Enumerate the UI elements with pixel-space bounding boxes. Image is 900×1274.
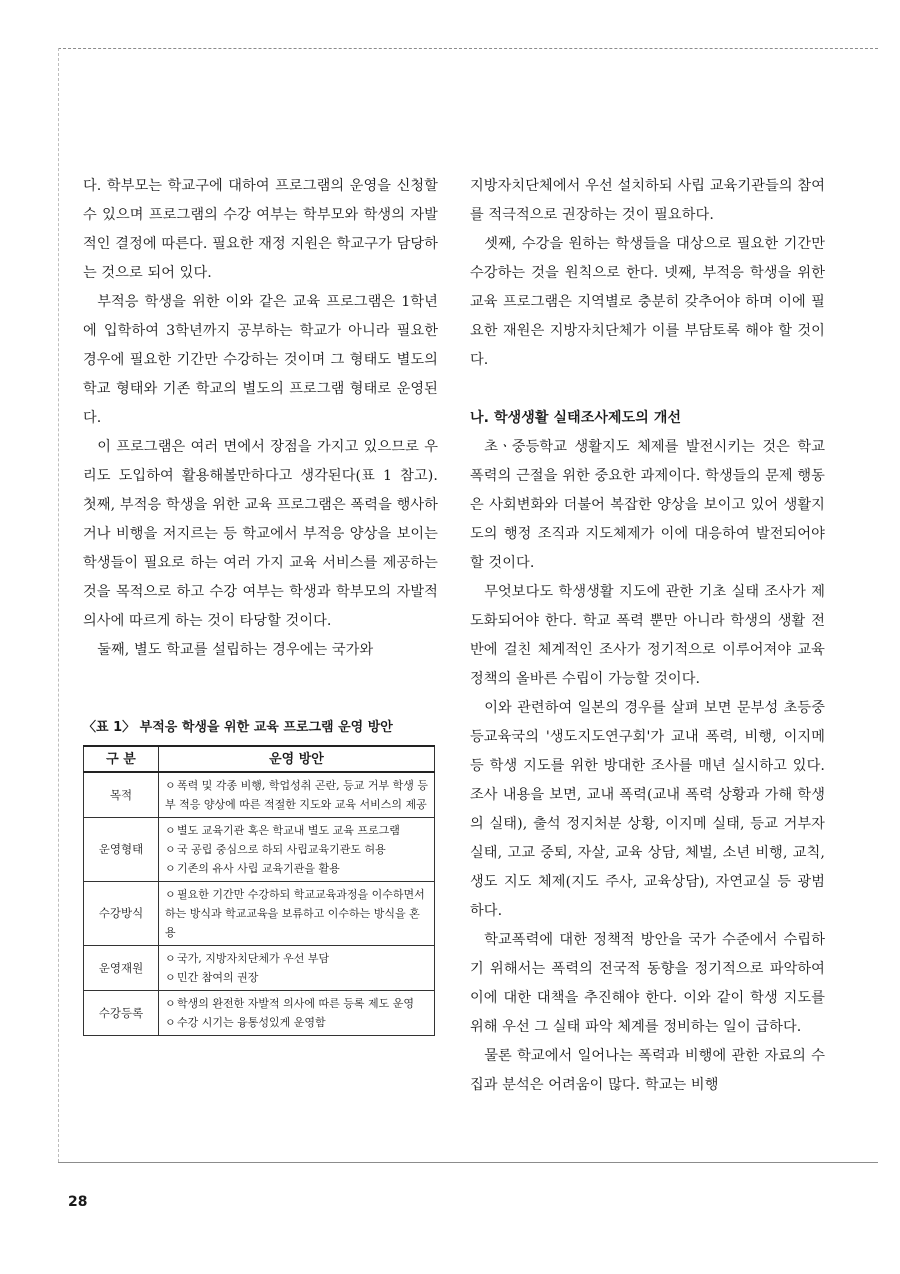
- table-1: [83, 718, 435, 1036]
- bullet-mark: ㅇ: [165, 971, 176, 984]
- bullet-mark: ㅇ: [165, 888, 176, 901]
- list-item: ㅇ기존의 유사 사립 교육기관을 활용: [165, 859, 430, 878]
- row-category: 운영재원: [84, 946, 159, 991]
- table-row: [84, 882, 435, 946]
- header-category: 구 분: [84, 746, 159, 772]
- left-paragraph-1: 다. 학부모는 학교구에 대하여 프로그램의 운영을 신청할 수 있으며 프로그램의 수강 여부는 학부모와 학생의 자발적인 결정에 따른다. 필요한 재정 지원은 학교구가 담당하는 것으로 되어 있다.: [83, 178, 438, 281]
- top-rule: [58, 48, 878, 49]
- page-number: 28: [68, 1194, 88, 1210]
- list-item: ㅇ학생의 완전한 자발적 의사에 따른 등록 제도 운영: [165, 994, 430, 1013]
- left-column: [83, 172, 438, 665]
- table-row: [84, 818, 435, 882]
- bullet-mark: ㅇ: [165, 997, 176, 1010]
- right-paragraph-5: 이와 관련하여 일본의 경우를 살펴 보면 문부성 초등중등교육국의 '생도지도연구회'가 교내 폭력, 비행, 이지메 등 학생 지도를 위한 방대한 조사를 매년 실시하고 있다. 조사 내용을 보면, 교내 폭력(교내 폭력 상황과 가해 학생의 실태), 출석 정지처분 상황, 이지메 실태, 등교 거부자 실태, 고교 중퇴, 자살, 교육 상담, 체벌, 소년 비행, 교칙, 생도 지도 체제(지도 주사, 교육상담), 자연교실 등 광범하다.: [470, 700, 825, 919]
- list-item: ㅇ국 공립 중심으로 하되 사립교육기관도 허용: [165, 840, 430, 859]
- table-row: [84, 772, 435, 818]
- list-item: ㅇ필요한 기간만 수강하되 학교교육과정을 이수하면서 하는 방식과 학교교육을 보류하고 이수하는 방식을 혼용: [165, 885, 430, 942]
- bullet-mark: ㅇ: [165, 952, 176, 965]
- right-paragraph-3: 초ㆍ중등학교 생활지도 체제를 발전시키는 것은 학교 폭력의 근절을 위한 중요한 과제이다. 학생들의 문제 행동은 사회변화와 더불어 복잡한 양상을 보이고 있어 생활지도의 행정 조직과 지도체제가 이에 대응하여 발전되어야 할 것이다.: [470, 439, 825, 571]
- right-paragraph-7: 물론 학교에서 일어나는 폭력과 비행에 관한 자료의 수집과 분석은 어려움이 많다. 학교는 비행: [470, 1048, 825, 1093]
- list-item: ㅇ국가, 지방자치단체가 우선 부담: [165, 949, 430, 968]
- section-heading: 나. 학생생활 실태조사제도의 개선: [470, 410, 682, 426]
- bottom-rule: [58, 1162, 878, 1163]
- left-paragraph-2: 부적응 학생을 위한 이와 같은 교육 프로그램은 1학년에 입학하여 3학년까지 공부하는 학교가 아니라 필요한 경우에 필요한 기간만 수강하는 것이며 그 형태도 별도의 학교 형태와 기존 학교의 별도의 프로그램 형태로 운영된다.: [83, 294, 438, 426]
- right-column: [470, 172, 825, 1100]
- left-paragraph-3: 이 프로그램은 여러 면에서 장점을 가지고 있으므로 우리도 도입하여 활용해볼만하다고 생각된다(표 1 참고). 첫째, 부적응 학생을 위한 교육 프로그램은 폭력을 행사하거나 비행을 저지르는 등 학교에서 부적응 양상을 보이는 학생들이 필요로 하는 여러 가지 교육 서비스를 제공하는 것을 목적으로 하고 수강 여부는 학생과 학부모의 자발적 의사에 따르게 하는 것이 타당할 것이다.: [83, 439, 438, 629]
- bullet-mark: ㅇ: [165, 862, 176, 875]
- row-content: [159, 946, 435, 991]
- header-plan: 운영 방안: [159, 746, 435, 772]
- table-row: [84, 946, 435, 991]
- table-header-row: [84, 746, 435, 772]
- row-category: 수강등록: [84, 991, 159, 1036]
- list-item: ㅇ별도 교육기관 혹은 학교내 별도 교육 프로그램: [165, 821, 430, 840]
- bullet-mark: ㅇ: [165, 779, 176, 792]
- list-item: ㅇ민간 참여의 권장: [165, 968, 430, 987]
- row-content: [159, 991, 435, 1036]
- row-content: [159, 818, 435, 882]
- right-paragraph-2: 셋째, 수강을 원하는 학생들을 대상으로 필요한 기간만 수강하는 것을 원칙으로 한다. 넷째, 부적응 학생을 위한 교육 프로그램은 지역별로 충분히 갖추어야 하며 이에 필요한 재원은 지방자치단체가 이를 부담토록 해야 할 것이다.: [470, 236, 825, 368]
- left-paragraph-4: 둘째, 별도 학교를 설립하는 경우에는 국가와: [97, 642, 374, 658]
- row-content: [159, 772, 435, 818]
- bullet-mark: ㅇ: [165, 824, 176, 837]
- left-rule: [58, 48, 59, 1162]
- bullet-mark: ㅇ: [165, 843, 176, 856]
- table-row: [84, 991, 435, 1036]
- table-caption: 〈표 1〉 부적응 학생을 위한 교육 프로그램 운영 방안: [83, 720, 393, 735]
- row-category: 목적: [84, 772, 159, 818]
- bullet-mark: ㅇ: [165, 1016, 176, 1029]
- right-paragraph-1: 지방자치단체에서 우선 설치하되 사립 교육기관들의 참여를 적극적으로 권장하는 것이 필요하다.: [470, 178, 825, 223]
- list-item: ㅇ수강 시기는 융통성있게 운영함: [165, 1013, 430, 1032]
- row-content: [159, 882, 435, 946]
- list-item: ㅇ폭력 및 각종 비행, 학업성취 곤란, 등교 거부 학생 등 부 적응 양상에 따른 적절한 지도와 교육 서비스의 제공: [165, 776, 430, 814]
- row-category: 수강방식: [84, 882, 159, 946]
- right-paragraph-6: 학교폭력에 대한 정책적 방안을 국가 수준에서 수립하기 위해서는 폭력의 전국적 동향을 정기적으로 파악하여 이에 대한 대책을 추진해야 한다. 이와 같이 학생 지도를 위해 우선 그 실태 파악 체계를 정비하는 일이 급하다.: [470, 932, 825, 1035]
- right-paragraph-4: 무엇보다도 학생생활 지도에 관한 기초 실태 조사가 제도화되어야 한다. 학교 폭력 뿐만 아니라 학생의 생활 전반에 걸친 체계적인 조사가 정기적으로 이루어져야 교육정책의 올바른 수립이 가능할 것이다.: [470, 584, 825, 687]
- row-category: 운영형태: [84, 818, 159, 882]
- program-table: [83, 745, 435, 1036]
